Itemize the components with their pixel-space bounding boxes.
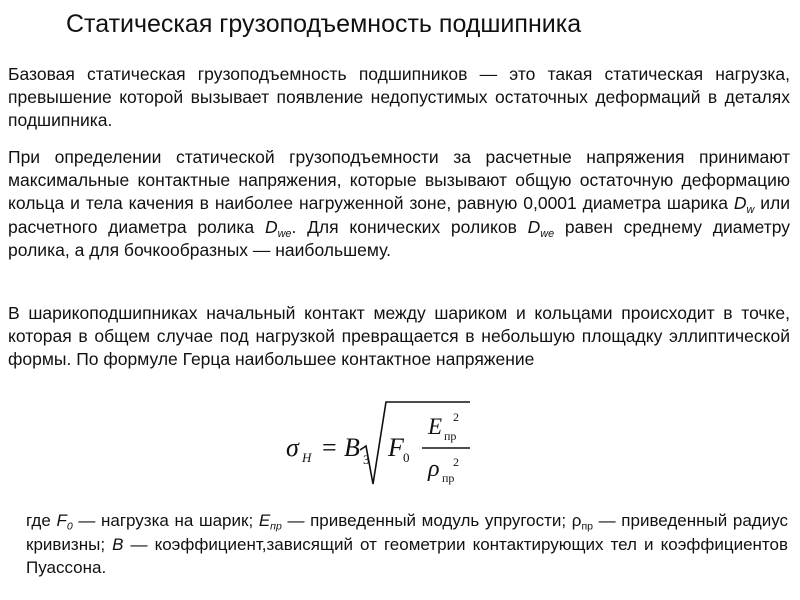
formula-e: E: [428, 414, 443, 439]
legend-symbol-e-subscript: пр: [270, 520, 282, 533]
symbol-dw-letter: D: [733, 193, 747, 214]
paragraph-calculation-text-1: При определении статической грузоподъемности за расчетные напряжения принимают максимальные контактные напряжения, которые вызывают общую остаточную деформацию кольца и тела качения в наиболее нагруженной зоне, равную 0,0001 диаметра шарика: [8, 147, 790, 214]
symbol-dwe: [264, 216, 292, 240]
symbol-dwe-letter: D: [264, 216, 278, 237]
symbol-dwe-conical-subscript: we: [540, 227, 555, 240]
legend-symbol-e-letter: E: [258, 511, 271, 530]
symbol-dwe-conical: [527, 216, 555, 240]
legend-text-3: — приведенный модуль упругости; ρ: [281, 511, 582, 530]
formula-sigma: σ: [286, 433, 299, 462]
paragraph-calculation-text-3: . Для конических роликов: [291, 216, 528, 237]
symbol-dwe-subscript: we: [277, 227, 292, 240]
legend-symbol-f0-letter: F: [56, 511, 67, 530]
formula-equals: =: [322, 433, 337, 462]
paragraph-calculation-text-4: равен среднему диаметру ролика, а для бочкообразных — наибольшему.: [8, 216, 791, 260]
formula-rho-subscript: пр: [442, 471, 455, 485]
formula-e-superscript: 2: [453, 410, 459, 424]
hertz-formula: [282, 398, 482, 494]
paragraph-hertz: В шарикоподшипниках начальный контакт между шариком и кольцами происходит в точке, которая в общем случае под нагрузкой превращается в небольшую площадку эллиптической формы. По формуле Герца наибольшее контактное напряжение: [8, 303, 790, 370]
legend-rho-subscript: пр: [581, 520, 594, 533]
paragraph-calculation: [8, 146, 790, 262]
formula-rho: ρ: [428, 456, 440, 482]
symbol-dw: [733, 193, 755, 217]
legend-symbol-b: B: [112, 534, 124, 554]
formula-rho-superscript: 2: [453, 455, 459, 469]
formula-sigma-subscript: H: [302, 450, 312, 465]
legend-symbol-f0: [56, 511, 73, 533]
legend-symbol-f0-subscript: 0: [66, 520, 73, 533]
legend-text-4: — приведенный радиус кривизны;: [26, 511, 789, 554]
paragraph-legend: [26, 509, 788, 580]
legend-text-1: где: [26, 511, 57, 530]
formula-e-subscript: пр: [444, 429, 457, 443]
formula-root-index: 3: [363, 452, 370, 467]
symbol-dw-subscript: w: [746, 204, 755, 217]
legend-text-5: — коэффициент,зависящий от геометрии контактирующих тел и коэффициентов Пуассона.: [26, 534, 788, 577]
paragraph-calculation-text-2: или расчетного диаметра ролика: [8, 193, 790, 237]
legend-symbol-e: [258, 511, 282, 533]
formula-b: B: [344, 433, 360, 462]
legend-text-2: — нагрузка на шарик;: [72, 511, 259, 530]
slide-title: Статическая грузоподъемность подшипника: [66, 10, 582, 38]
symbol-dwe-conical-letter: D: [527, 216, 541, 237]
formula-f: F: [388, 433, 404, 462]
formula-f-subscript: 0: [403, 450, 410, 465]
paragraph-definition: Базовая статическая грузоподъемность подшипников — это такая статическая нагрузка, превышение которой вызывает появление недопустимых остаточных деформаций в деталях подшипника.: [8, 64, 790, 131]
